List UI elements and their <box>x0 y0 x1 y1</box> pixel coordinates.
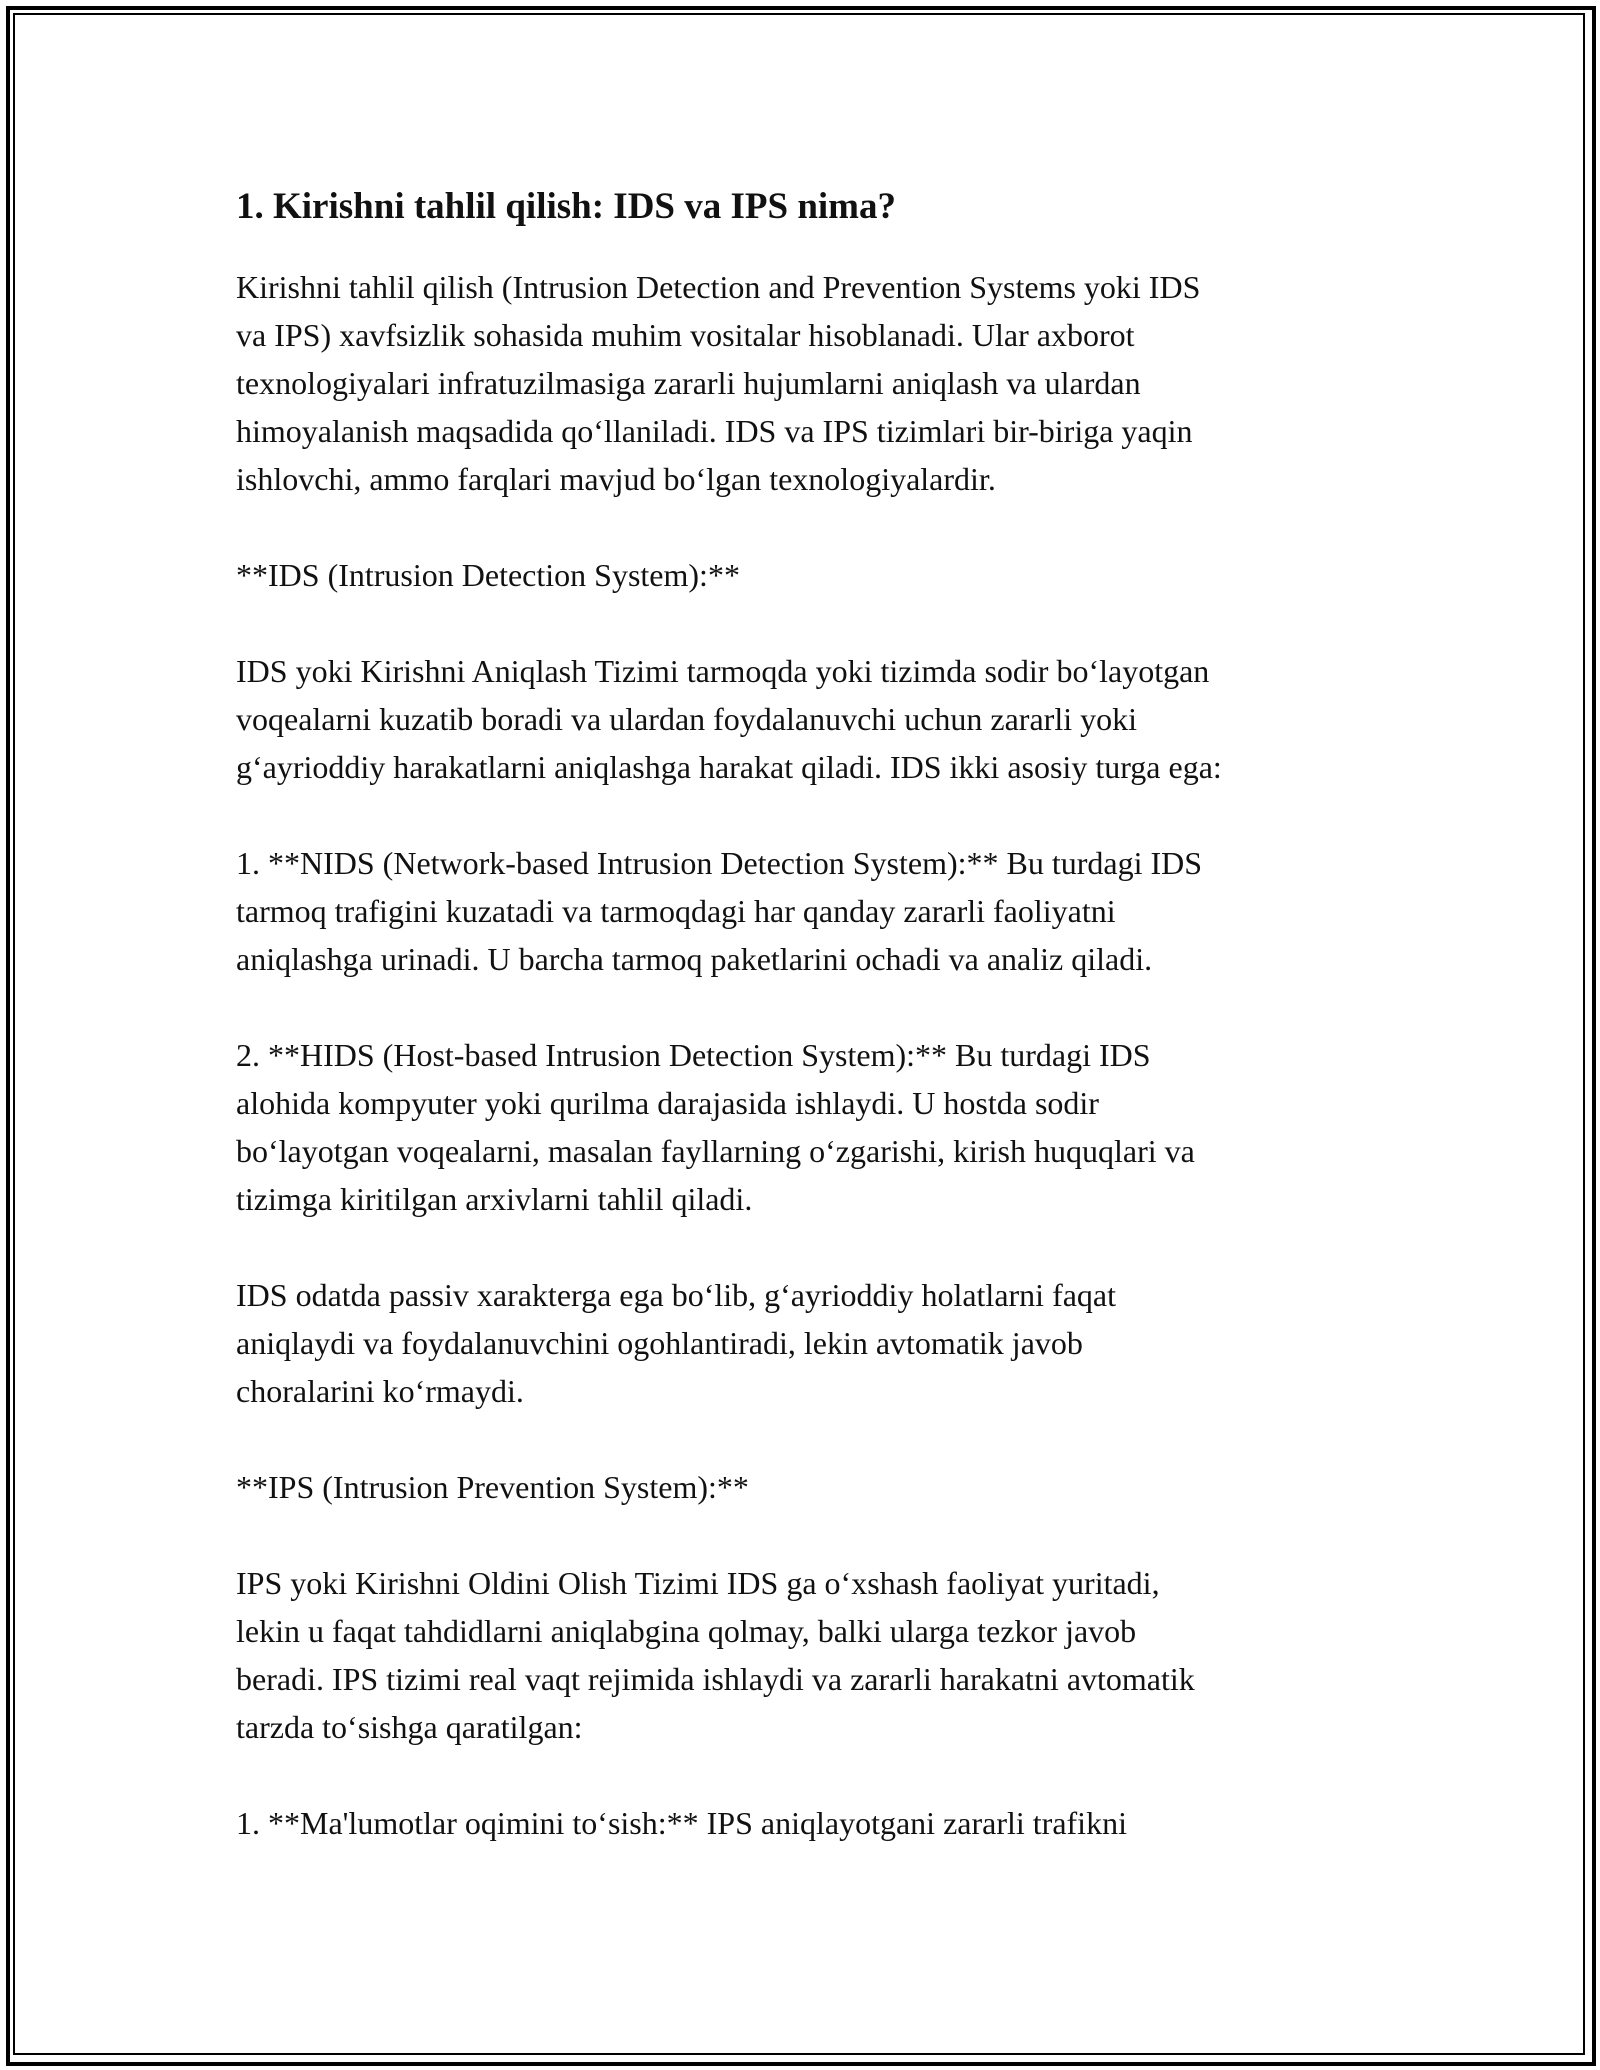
text-line: va IPS) xavfsizlik sohasida muhim vositalar hisoblanadi. Ular axborot <box>236 317 1135 354</box>
text-line: IPS yoki Kirishni Oldini Olish Tizimi IDS ga o‘xshash faoliyat yuritadi, <box>236 1565 1160 1602</box>
document-body <box>236 183 1396 1895</box>
text-line: Kirishni tahlil qilish (Intrusion Detection and Prevention Systems yoki IDS <box>236 269 1201 306</box>
ids-description-paragraph <box>236 647 1396 791</box>
ips-description-paragraph <box>236 1559 1396 1751</box>
text-line: 1. **NIDS (Network-based Intrusion Detection System):** Bu turdagi IDS <box>236 845 1203 882</box>
ips-list-item <box>236 1799 1396 1847</box>
intro-paragraph <box>236 263 1396 503</box>
text-line: tizimga kiritilgan arxivlarni tahlil qiladi. <box>236 1181 753 1218</box>
text-line: aniqlaydi va foydalanuvchini ogohlantiradi, lekin avtomatik javob <box>236 1325 1083 1362</box>
text-line: 2. **HIDS (Host-based Intrusion Detection System):** Bu turdagi IDS <box>236 1037 1151 1074</box>
text-line: ishlovchi, ammo farqlari mavjud bo‘lgan texnologiyalardir. <box>236 461 996 498</box>
text-line: lekin u faqat tahdidlarni aniqlabgina qolmay, balki ularga tezkor javob <box>236 1613 1137 1650</box>
text-line: IDS yoki Kirishni Aniqlash Tizimi tarmoqda yoki tizimda sodir bo‘layotgan <box>236 653 1210 690</box>
ips-heading <box>236 1463 1396 1511</box>
text-line: himoyalanish maqsadida qo‘llaniladi. IDS va IPS tizimlari bir-biriga yaqin <box>236 413 1193 450</box>
text-line: bo‘layotgan voqealarni, masalan fayllarning o‘zgarishi, kirish huquqlari va <box>236 1133 1195 1170</box>
text-line: voqealarni kuzatib boradi va ulardan foydalanuvchi uchun zararli yoki <box>236 701 1137 738</box>
ids-passive-paragraph <box>236 1271 1396 1415</box>
text-line: alohida kompyuter yoki qurilma darajasida ishlaydi. U hostda sodir <box>236 1085 1099 1122</box>
text-line: choralarini ko‘rmaydi. <box>236 1373 524 1410</box>
text-line: texnologiyalari infratuzilmasiga zararli hujumlarni aniqlash va ulardan <box>236 365 1141 402</box>
text-line: aniqlashga urinadi. U barcha tarmoq paketlarini ochadi va analiz qiladi. <box>236 941 1153 978</box>
hids-list-item <box>236 1031 1396 1223</box>
text-line: **IDS (Intrusion Detection System):** <box>236 557 740 594</box>
ids-heading <box>236 551 1396 599</box>
text-line: beradi. IPS tizimi real vaqt rejimida ishlaydi va zararli harakatni avtomatik <box>236 1661 1195 1698</box>
text-line: **IPS (Intrusion Prevention System):** <box>236 1469 749 1506</box>
text-line: IDS odatda passiv xarakterga ega bo‘lib, g‘ayrioddiy holatlarni faqat <box>236 1277 1117 1314</box>
text-line: tarmoq trafigini kuzatadi va tarmoqdagi har qanday zararli faoliyatni <box>236 893 1116 930</box>
nids-list-item <box>236 839 1396 983</box>
text-line: 1. **Ma'lumotlar oqimini to‘sish:** IPS aniqlayotgani zararli trafikni <box>236 1805 1127 1842</box>
text-line: tarzda to‘sishga qaratilgan: <box>236 1709 583 1746</box>
text-line: g‘ayrioddiy harakatlarni aniqlashga harakat qiladi. IDS ikki asosiy turga ega: <box>236 749 1222 786</box>
document-title: 1. Kirishni tahlil qilish: IDS va IPS nima? <box>236 186 897 227</box>
